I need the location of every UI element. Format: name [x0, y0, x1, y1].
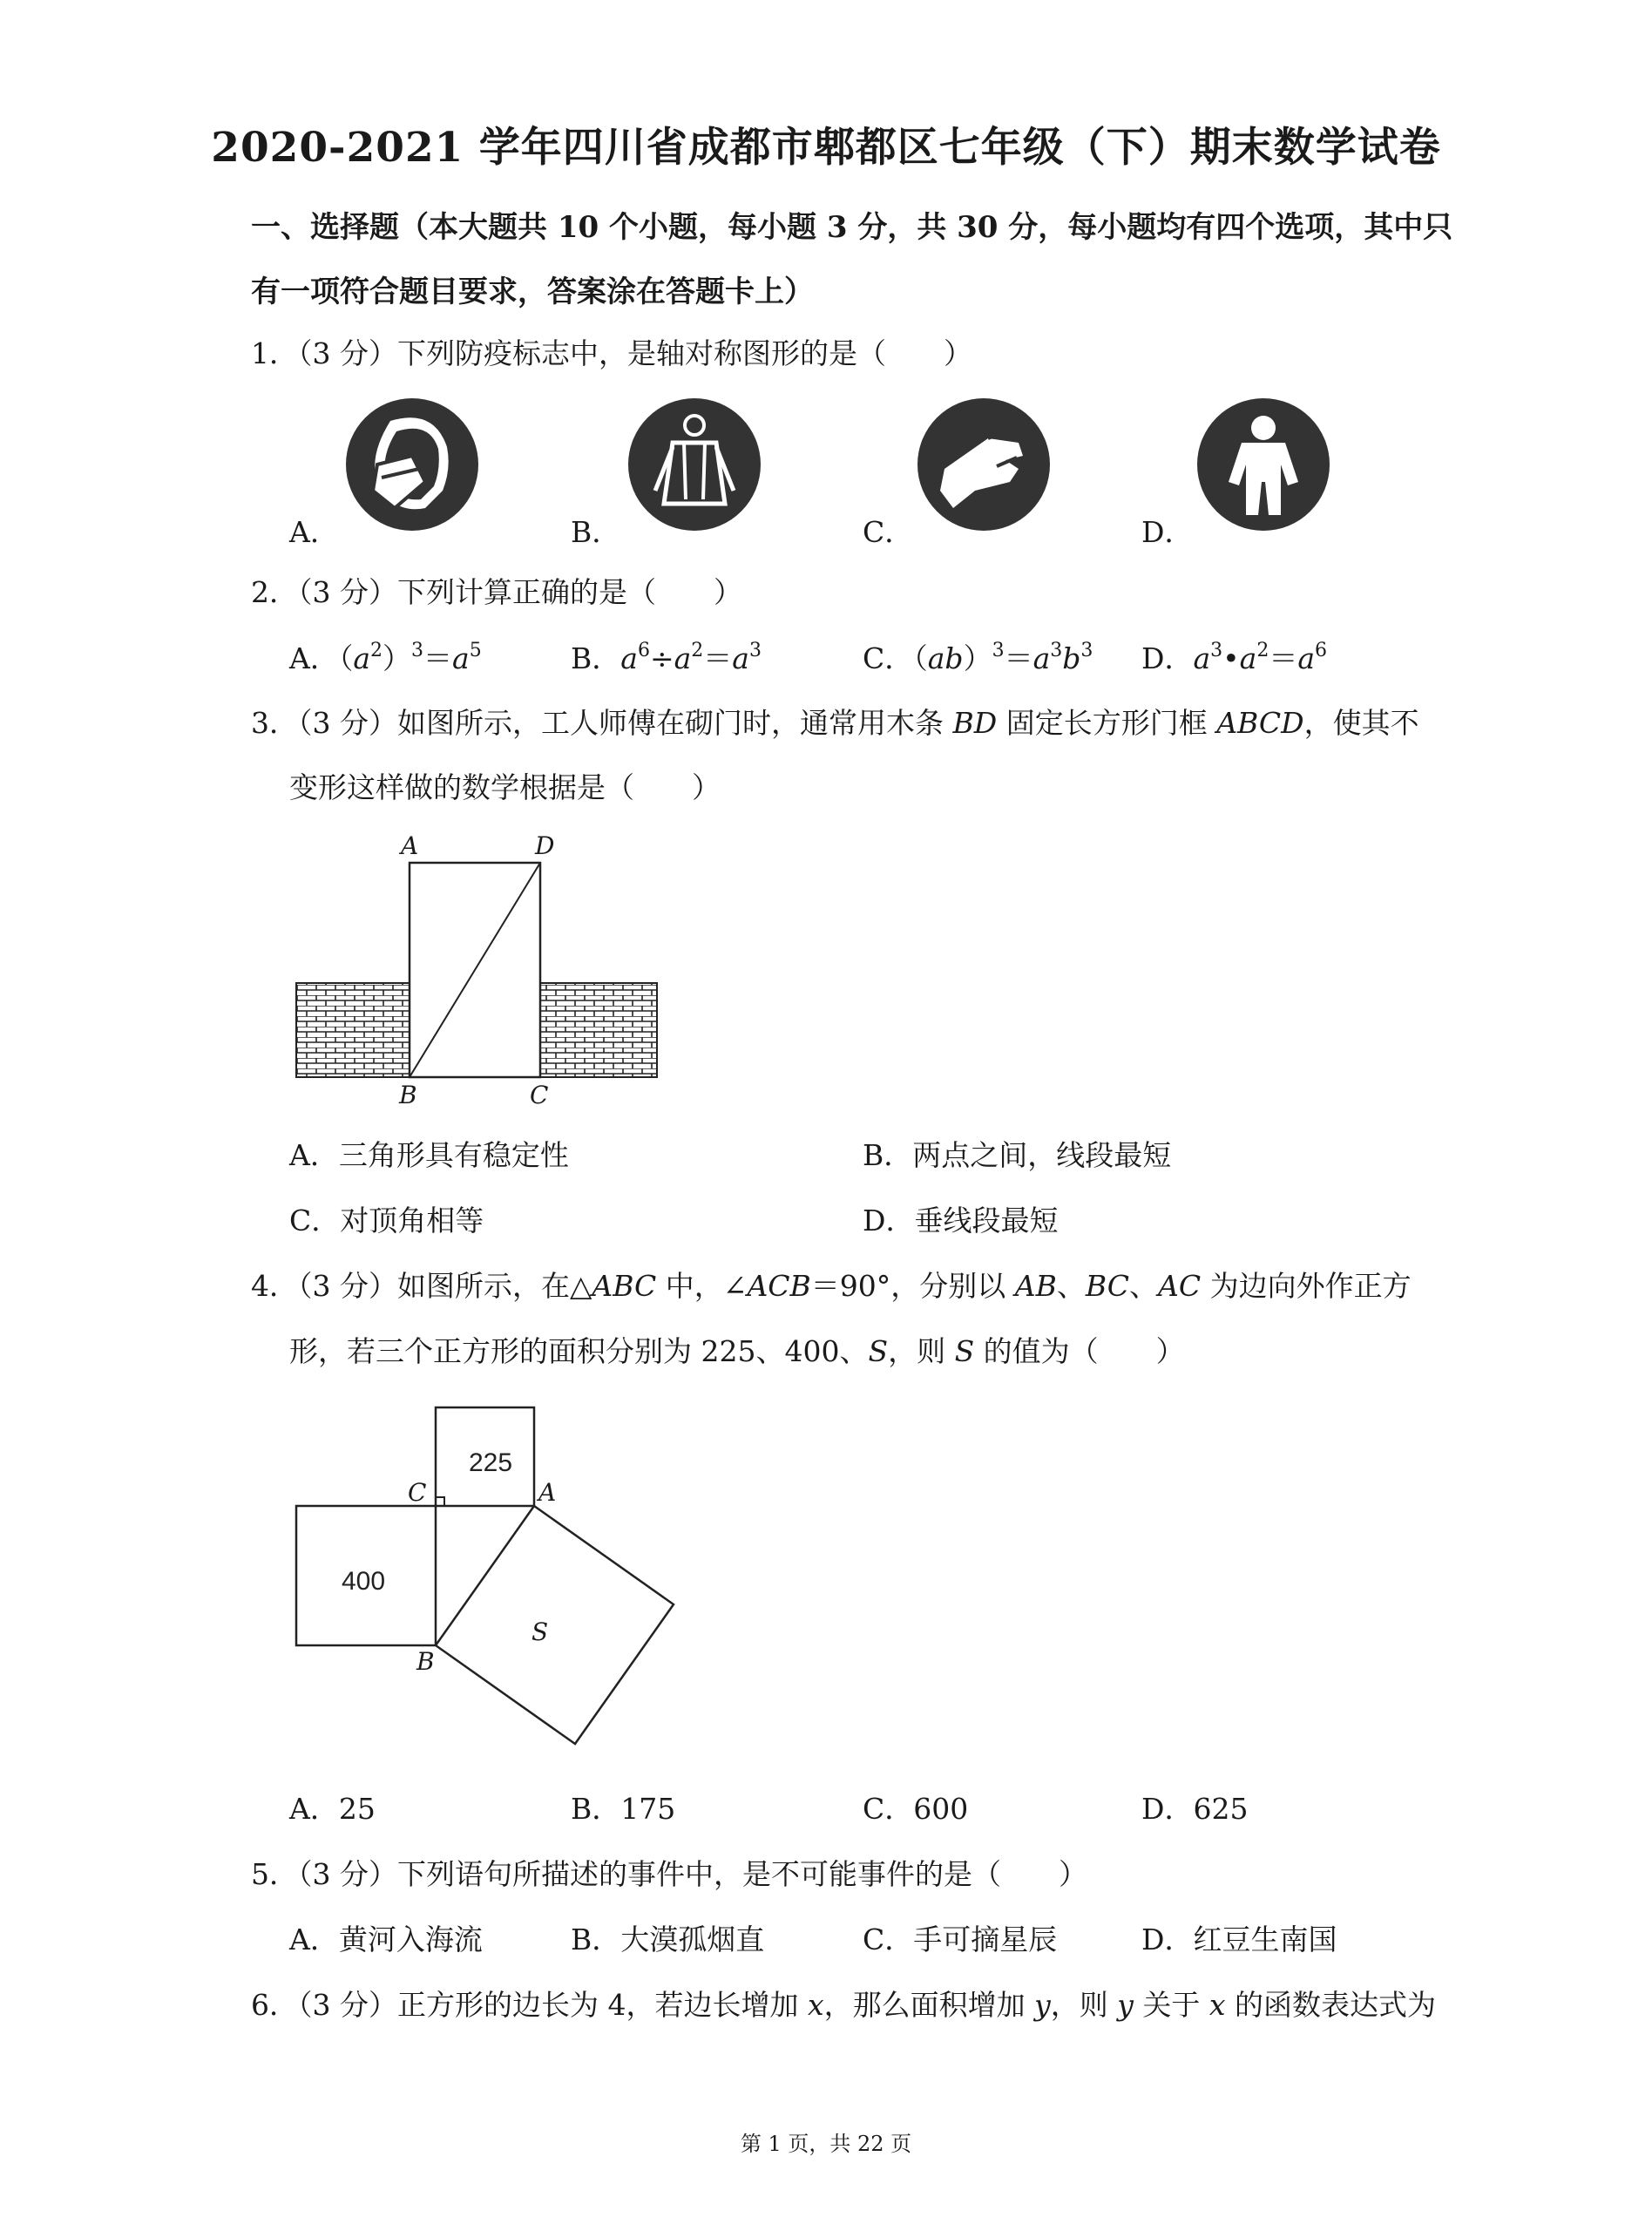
q3-stem-line1: 3．（3 分）如图所示，工人师傅在砌门时，通常用木条 BD 固定长方形门框 ABCD，使其不	[251, 706, 1419, 740]
q3-stem-line2: 变形这样做的数学根据是（ ）	[289, 770, 721, 804]
right-brick-wall	[540, 983, 657, 1077]
q5-option-c[interactable]: C．手可摘星辰	[863, 1922, 1058, 1956]
q4-stem-line1: 4．（3 分）如图所示，在△ABC 中，∠ACB＝90°，分别以 AB、BC、AC 为边向外作正方	[251, 1269, 1412, 1303]
vertex-label-a: A	[538, 1478, 557, 1507]
q1-option-d[interactable]: D．	[1141, 515, 1194, 549]
q6-stem: 6．（3 分）正方形的边长为 4，若边长增加 x，那么面积增加 y，则 y 关于 x 的函数表达式为	[251, 1988, 1437, 2022]
hand-gloves-icon	[914, 395, 1053, 534]
page-title: 2020-2021 学年四川省成都市郫都区七年级（下）期末数学试卷	[211, 124, 1441, 172]
q3-option-c[interactable]: C．对顶角相等	[289, 1204, 484, 1238]
q4-stem-line2: 形，若三个正方形的面积分别为 225、400、S，则 S 的值为（ ）	[289, 1334, 1185, 1368]
vertex-label-c: C	[408, 1478, 427, 1507]
protective-suit-icon	[1194, 395, 1333, 534]
q1-option-c[interactable]: C．	[863, 515, 914, 549]
q2-option-a[interactable]: A．$(a^2)^3=a^5$	[289, 640, 482, 675]
vertex-label-c: C	[530, 1081, 549, 1109]
q4-option-c[interactable]: C．600	[863, 1792, 969, 1826]
q3-option-b[interactable]: B．两点之间，线段最短	[863, 1138, 1172, 1172]
square-ab	[436, 1506, 674, 1744]
q4-option-a[interactable]: A．25	[289, 1792, 376, 1826]
q4-option-b[interactable]: B．175	[571, 1792, 676, 1826]
q5-option-b[interactable]: B．大漠孤烟直	[571, 1922, 765, 1956]
door-frame-figure	[288, 828, 688, 1116]
q5-option-d[interactable]: D．红豆生南国	[1141, 1922, 1337, 1956]
mask-icon	[342, 395, 482, 534]
q3-option-a[interactable]: A．三角形具有稳定性	[289, 1138, 569, 1172]
area-label-400: 400	[342, 1567, 386, 1596]
section-header-line2: 有一项符合题目要求，答案涂在答题卡上）	[251, 275, 814, 309]
q3-option-d[interactable]: D．垂线段最短	[863, 1204, 1059, 1238]
area-label-225: 225	[469, 1448, 513, 1477]
q1-option-b[interactable]: B．	[571, 515, 621, 549]
q2-option-c[interactable]: C．$(ab)^3=a^3b^3$	[863, 640, 1093, 675]
pythagoras-squares-figure	[288, 1403, 688, 1752]
q4-option-d[interactable]: D．625	[1141, 1792, 1249, 1826]
q1-option-a[interactable]: A．	[289, 515, 339, 549]
q2-stem: 2．（3 分）下列计算正确的是（ ）	[251, 575, 742, 609]
area-label-s: S	[531, 1617, 549, 1646]
page-footer: 第 1 页，共 22 页	[740, 2132, 912, 2156]
vertex-label-a: A	[401, 831, 419, 860]
vertex-label-d: D	[535, 831, 555, 860]
q5-stem: 5．（3 分）下列语句所描述的事件中，是不可能事件的是（ ）	[251, 1857, 1087, 1891]
q1-stem: 1．（3 分）下列防疫标志中，是轴对称图形的是（ ）	[251, 336, 972, 370]
q2-option-b[interactable]: B．$a^6\div a^2=a^3$	[571, 640, 762, 675]
vertex-label-b: B	[416, 1647, 435, 1676]
q2-option-d[interactable]: D．$a^3•a^2=a^6$	[1141, 640, 1327, 675]
protective-vest-icon	[625, 395, 764, 534]
section-header-line1: 一、选择题（本大题共 10 个小题，每小题 3 分，共 30 分，每小题均有四个选项，其中只	[251, 210, 1453, 245]
q5-option-a[interactable]: A．黄河入海流	[289, 1922, 483, 1956]
vertex-label-b: B	[399, 1081, 417, 1109]
left-brick-wall	[296, 983, 410, 1077]
